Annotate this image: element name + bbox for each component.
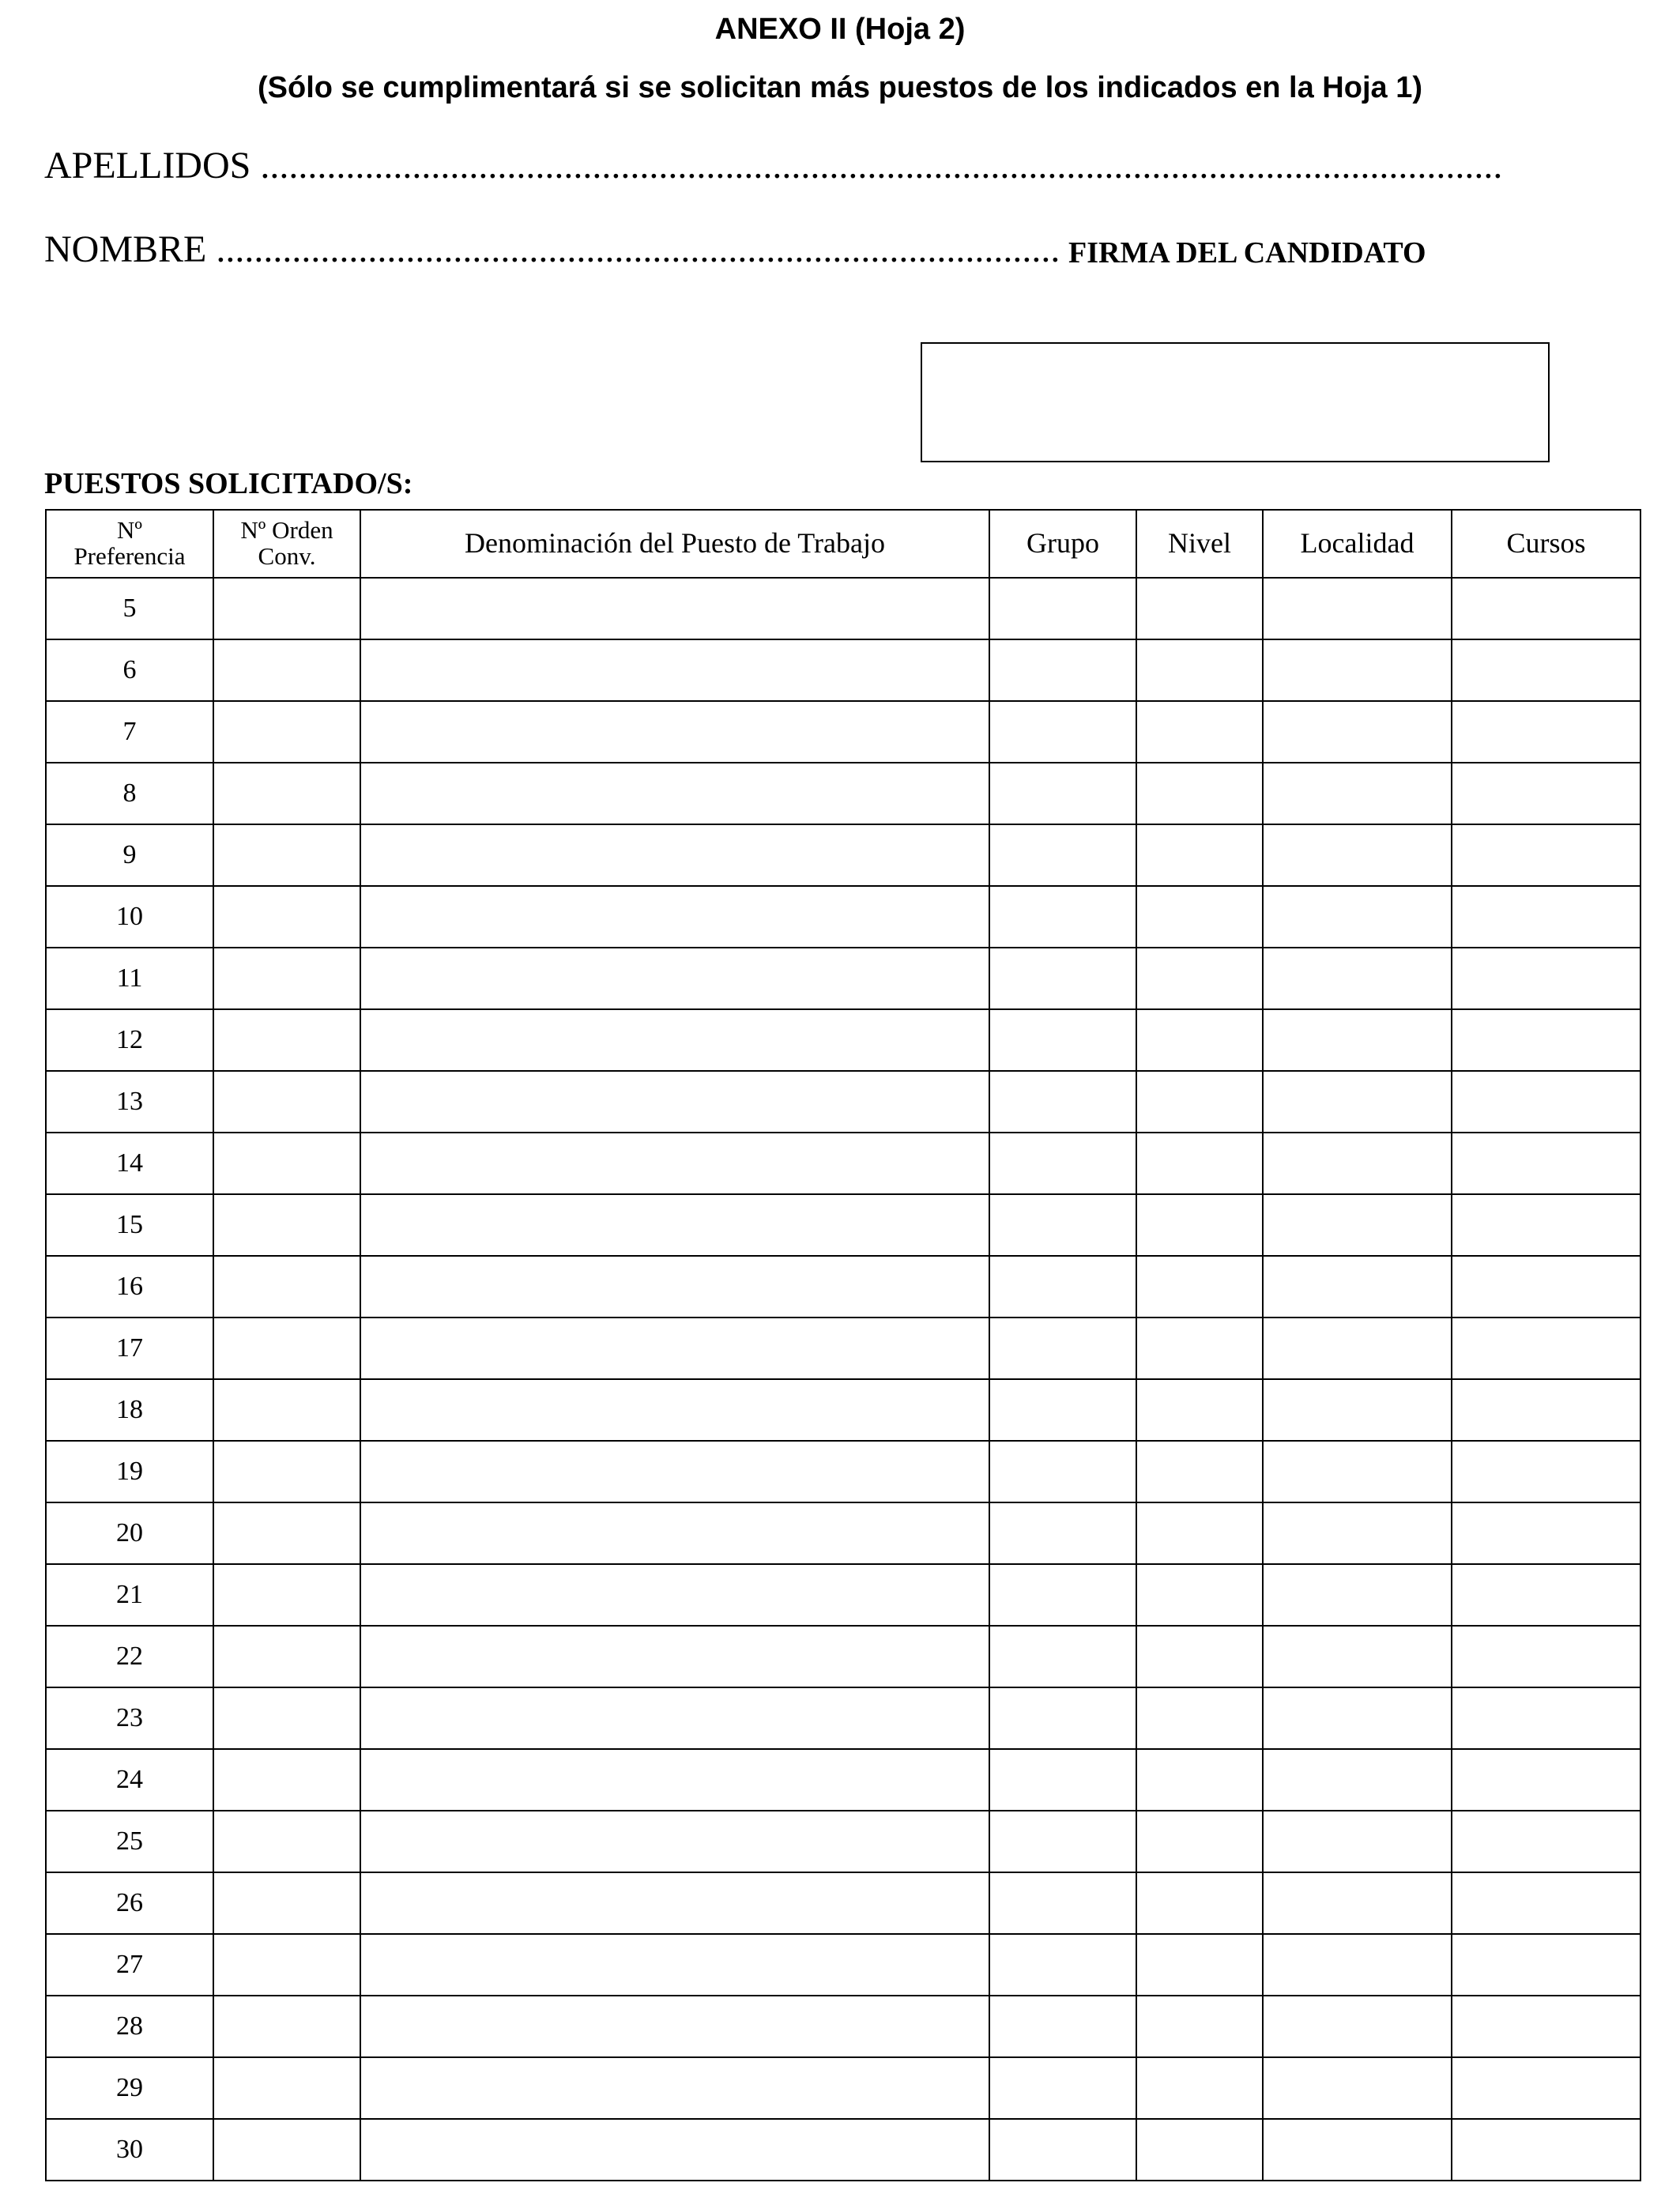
- table-row: [46, 701, 1640, 763]
- cell-localidad[interactable]: [1263, 1934, 1452, 1996]
- cell-denominacion[interactable]: [360, 639, 989, 701]
- cell-cursos[interactable]: [1452, 1934, 1640, 1996]
- cell-localidad[interactable]: [1263, 1564, 1452, 1626]
- cell-nivel[interactable]: [1136, 1996, 1263, 2057]
- cell-orden[interactable]: [213, 1872, 360, 1934]
- cell-grupo[interactable]: [989, 578, 1136, 639]
- table-row: [46, 1626, 1640, 1687]
- cell-nivel[interactable]: [1136, 1811, 1263, 1872]
- table-row: [46, 1133, 1640, 1194]
- cell-orden[interactable]: [213, 2057, 360, 2119]
- cell-grupo[interactable]: [989, 948, 1136, 1009]
- row-preferencia-number: 5: [46, 578, 213, 639]
- cell-denominacion[interactable]: [360, 1133, 989, 1194]
- cell-nivel[interactable]: [1136, 1441, 1263, 1502]
- cell-orden[interactable]: [213, 1564, 360, 1626]
- cell-denominacion[interactable]: [360, 1256, 989, 1318]
- cell-cursos[interactable]: [1452, 639, 1640, 701]
- cell-localidad[interactable]: [1263, 1379, 1452, 1441]
- cell-localidad[interactable]: [1263, 824, 1452, 886]
- cell-localidad[interactable]: [1263, 763, 1452, 824]
- cell-denominacion[interactable]: [360, 1318, 989, 1379]
- cell-cursos[interactable]: [1452, 2057, 1640, 2119]
- cell-denominacion[interactable]: [360, 1996, 989, 2057]
- cell-grupo[interactable]: [989, 1996, 1136, 2057]
- cell-nivel[interactable]: [1136, 1256, 1263, 1318]
- table-row: [46, 578, 1640, 639]
- cell-denominacion[interactable]: [360, 886, 989, 948]
- row-preferencia-number: 24: [46, 1749, 213, 1811]
- cell-grupo[interactable]: [989, 2057, 1136, 2119]
- cell-cursos[interactable]: [1452, 1318, 1640, 1379]
- cell-orden[interactable]: [213, 639, 360, 701]
- cell-orden[interactable]: [213, 1934, 360, 1996]
- cell-localidad[interactable]: [1263, 1009, 1452, 1071]
- row-preferencia-number: 16: [46, 1256, 213, 1318]
- cell-nivel[interactable]: [1136, 1687, 1263, 1749]
- cell-denominacion[interactable]: [360, 1687, 989, 1749]
- cell-localidad[interactable]: [1263, 1256, 1452, 1318]
- cell-localidad[interactable]: [1263, 1133, 1452, 1194]
- cell-cursos[interactable]: [1452, 1564, 1640, 1626]
- table-row: [46, 1318, 1640, 1379]
- document-title: ANEXO II (Hoja 2): [714, 13, 966, 46]
- cell-grupo[interactable]: [989, 1687, 1136, 1749]
- cell-nivel[interactable]: [1136, 1872, 1263, 1934]
- cell-orden[interactable]: [213, 948, 360, 1009]
- cell-cursos[interactable]: [1452, 763, 1640, 824]
- col-header-grupo: Grupo: [989, 510, 1136, 578]
- cell-grupo[interactable]: [989, 1441, 1136, 1502]
- cell-denominacion[interactable]: [360, 1441, 989, 1502]
- table-row: [46, 1379, 1640, 1441]
- cell-grupo[interactable]: [989, 1071, 1136, 1133]
- table-row: [46, 1194, 1640, 1256]
- cell-denominacion[interactable]: [360, 1811, 989, 1872]
- section-label: PUESTOS SOLICITADO/S:: [44, 467, 413, 500]
- cell-grupo[interactable]: [989, 886, 1136, 948]
- cell-orden[interactable]: [213, 1071, 360, 1133]
- cell-localidad[interactable]: [1263, 1441, 1452, 1502]
- cell-cursos[interactable]: [1452, 1441, 1640, 1502]
- row-preferencia-number: 14: [46, 1133, 213, 1194]
- cell-cursos[interactable]: [1452, 1872, 1640, 1934]
- cell-denominacion[interactable]: [360, 1749, 989, 1811]
- cell-cursos[interactable]: [1452, 1256, 1640, 1318]
- cell-nivel[interactable]: [1136, 1318, 1263, 1379]
- col-header-nivel: Nivel: [1136, 510, 1263, 578]
- puestos-table: [45, 509, 1641, 2181]
- table-header-row: [46, 510, 1640, 578]
- cell-localidad[interactable]: [1263, 1811, 1452, 1872]
- nombre-field: NOMBRE .........................................................................................: [44, 228, 1060, 270]
- cell-cursos[interactable]: [1452, 1071, 1640, 1133]
- row-preferencia-number: 19: [46, 1441, 213, 1502]
- cell-grupo[interactable]: [989, 1934, 1136, 1996]
- cell-orden[interactable]: [213, 1441, 360, 1502]
- table-row: [46, 1996, 1640, 2057]
- cell-localidad[interactable]: [1263, 1749, 1452, 1811]
- cell-denominacion[interactable]: [360, 1502, 989, 1564]
- col-header-localidad: Localidad: [1263, 510, 1452, 578]
- cell-denominacion[interactable]: [360, 2119, 989, 2181]
- cell-cursos[interactable]: [1452, 1194, 1640, 1256]
- cell-nivel[interactable]: [1136, 701, 1263, 763]
- cell-grupo[interactable]: [989, 1749, 1136, 1811]
- table-row: [46, 1009, 1640, 1071]
- cell-nivel[interactable]: [1136, 1194, 1263, 1256]
- cell-localidad[interactable]: [1263, 1687, 1452, 1749]
- row-preferencia-number: 21: [46, 1564, 213, 1626]
- col-header-cursos: Cursos: [1452, 510, 1640, 578]
- row-preferencia-number: 25: [46, 1811, 213, 1872]
- row-preferencia-number: 26: [46, 1872, 213, 1934]
- row-preferencia-number: 18: [46, 1379, 213, 1441]
- cell-cursos[interactable]: [1452, 1687, 1640, 1749]
- col-header-line: Conv.: [258, 542, 316, 570]
- cell-denominacion[interactable]: [360, 948, 989, 1009]
- cell-localidad[interactable]: [1263, 1194, 1452, 1256]
- row-preferencia-number: 28: [46, 1996, 213, 2057]
- table-row: [46, 1749, 1640, 1811]
- cell-localidad[interactable]: [1263, 578, 1452, 639]
- cell-nivel[interactable]: [1136, 1934, 1263, 1996]
- row-preferencia-number: 11: [46, 948, 213, 1009]
- table-row: [46, 1872, 1640, 1934]
- table-row: [46, 1441, 1640, 1502]
- row-preferencia-number: 15: [46, 1194, 213, 1256]
- cell-grupo[interactable]: [989, 1626, 1136, 1687]
- cell-cursos[interactable]: [1452, 886, 1640, 948]
- cell-localidad[interactable]: [1263, 1626, 1452, 1687]
- cell-localidad[interactable]: [1263, 2057, 1452, 2119]
- row-preferencia-number: 9: [46, 824, 213, 886]
- cell-cursos[interactable]: [1452, 1996, 1640, 2057]
- cell-grupo[interactable]: [989, 1133, 1136, 1194]
- cell-localidad[interactable]: [1263, 1502, 1452, 1564]
- cell-localidad[interactable]: [1263, 701, 1452, 763]
- row-preferencia-number: 27: [46, 1934, 213, 1996]
- cell-nivel[interactable]: [1136, 578, 1263, 639]
- row-preferencia-number: 12: [46, 1009, 213, 1071]
- row-preferencia-number: 22: [46, 1626, 213, 1687]
- cell-cursos[interactable]: [1452, 578, 1640, 639]
- cell-denominacion[interactable]: [360, 1872, 989, 1934]
- cell-orden[interactable]: [213, 1009, 360, 1071]
- table-row: [46, 1256, 1640, 1318]
- cell-grupo[interactable]: [989, 824, 1136, 886]
- cell-orden[interactable]: [213, 1256, 360, 1318]
- cell-denominacion[interactable]: [360, 1009, 989, 1071]
- cell-denominacion[interactable]: [360, 1626, 989, 1687]
- cell-cursos[interactable]: [1452, 948, 1640, 1009]
- cell-nivel[interactable]: [1136, 886, 1263, 948]
- cell-orden[interactable]: [213, 1749, 360, 1811]
- cell-nivel[interactable]: [1136, 639, 1263, 701]
- cell-cursos[interactable]: [1452, 2119, 1640, 2181]
- cell-cursos[interactable]: [1452, 824, 1640, 886]
- cell-grupo[interactable]: [989, 1379, 1136, 1441]
- cell-nivel[interactable]: [1136, 1071, 1263, 1133]
- row-preferencia-number: 6: [46, 639, 213, 701]
- cell-denominacion[interactable]: [360, 763, 989, 824]
- firma-label: FIRMA DEL CANDIDATO: [1068, 236, 1426, 270]
- row-preferencia-number: 23: [46, 1687, 213, 1749]
- cell-grupo[interactable]: [989, 2119, 1136, 2181]
- cell-nivel[interactable]: [1136, 1133, 1263, 1194]
- cell-denominacion[interactable]: [360, 824, 989, 886]
- cell-localidad[interactable]: [1263, 886, 1452, 948]
- cell-denominacion[interactable]: [360, 1194, 989, 1256]
- cell-orden[interactable]: [213, 1626, 360, 1687]
- apellidos-field: APELLIDOS ...................................................................................................................................: [44, 145, 1503, 187]
- cell-grupo[interactable]: [989, 1009, 1136, 1071]
- col-header-line: Nº Orden: [240, 516, 333, 545]
- cell-nivel[interactable]: [1136, 1564, 1263, 1626]
- row-preferencia-number: 7: [46, 701, 213, 763]
- cell-grupo[interactable]: [989, 1502, 1136, 1564]
- row-preferencia-number: 8: [46, 763, 213, 824]
- cell-orden[interactable]: [213, 2119, 360, 2181]
- table-row: [46, 886, 1640, 948]
- cell-cursos[interactable]: [1452, 1811, 1640, 1872]
- cell-orden[interactable]: [213, 824, 360, 886]
- cell-grupo[interactable]: [989, 639, 1136, 701]
- col-header-denominacion: Denominación del Puesto de Trabajo: [360, 510, 989, 578]
- table-row: [46, 1564, 1640, 1626]
- cell-orden[interactable]: [213, 1379, 360, 1441]
- row-preferencia-number: 17: [46, 1318, 213, 1379]
- row-preferencia-number: 13: [46, 1071, 213, 1133]
- col-header-line: Nº: [117, 516, 142, 545]
- cell-localidad[interactable]: [1263, 1872, 1452, 1934]
- cell-nivel[interactable]: [1136, 763, 1263, 824]
- row-preferencia-number: 20: [46, 1502, 213, 1564]
- cell-cursos[interactable]: [1452, 1133, 1640, 1194]
- cell-cursos[interactable]: [1452, 1626, 1640, 1687]
- cell-nivel[interactable]: [1136, 1749, 1263, 1811]
- cell-denominacion[interactable]: [360, 2057, 989, 2119]
- cell-localidad[interactable]: [1263, 2119, 1452, 2181]
- table-row: [46, 1071, 1640, 1133]
- cell-grupo[interactable]: [989, 701, 1136, 763]
- table-row: [46, 639, 1640, 701]
- table-row: [46, 2057, 1640, 2119]
- cell-grupo[interactable]: [989, 1256, 1136, 1318]
- cell-nivel[interactable]: [1136, 1379, 1263, 1441]
- cell-localidad[interactable]: [1263, 639, 1452, 701]
- cell-localidad[interactable]: [1263, 948, 1452, 1009]
- cell-localidad[interactable]: [1263, 1071, 1452, 1133]
- cell-grupo[interactable]: [989, 1811, 1136, 1872]
- cell-orden[interactable]: [213, 1502, 360, 1564]
- cell-cursos[interactable]: [1452, 1009, 1640, 1071]
- cell-cursos[interactable]: [1452, 1379, 1640, 1441]
- table-row: [46, 948, 1640, 1009]
- cell-cursos[interactable]: [1452, 1749, 1640, 1811]
- cell-grupo[interactable]: [989, 1318, 1136, 1379]
- cell-cursos[interactable]: [1452, 701, 1640, 763]
- cell-orden[interactable]: [213, 1811, 360, 1872]
- cell-nivel[interactable]: [1136, 2057, 1263, 2119]
- cell-nivel[interactable]: [1136, 1502, 1263, 1564]
- cell-orden[interactable]: [213, 578, 360, 639]
- cell-orden[interactable]: [213, 1996, 360, 2057]
- col-header-preferencia: [46, 510, 213, 578]
- table-row: [46, 2119, 1640, 2181]
- table-row: [46, 1934, 1640, 1996]
- cell-orden[interactable]: [213, 1318, 360, 1379]
- cell-nivel[interactable]: [1136, 1626, 1263, 1687]
- table-row: [46, 824, 1640, 886]
- col-header-line: Preferencia: [73, 542, 186, 570]
- cell-localidad[interactable]: [1263, 1318, 1452, 1379]
- row-preferencia-number: 10: [46, 886, 213, 948]
- cell-denominacion[interactable]: [360, 1934, 989, 1996]
- cell-orden[interactable]: [213, 763, 360, 824]
- row-preferencia-number: 30: [46, 2119, 213, 2181]
- table-row: [46, 1687, 1640, 1749]
- cell-nivel[interactable]: [1136, 824, 1263, 886]
- cell-orden[interactable]: [213, 1194, 360, 1256]
- cell-nivel[interactable]: [1136, 2119, 1263, 2181]
- table-row: [46, 1502, 1640, 1564]
- row-preferencia-number: 29: [46, 2057, 213, 2119]
- cell-orden[interactable]: [213, 886, 360, 948]
- table-row: [46, 763, 1640, 824]
- cell-grupo[interactable]: [989, 1194, 1136, 1256]
- cell-orden[interactable]: [213, 1687, 360, 1749]
- cell-nivel[interactable]: [1136, 1009, 1263, 1071]
- cell-grupo[interactable]: [989, 1564, 1136, 1626]
- signature-box: [921, 342, 1550, 462]
- cell-nivel[interactable]: [1136, 948, 1263, 1009]
- cell-denominacion[interactable]: [360, 578, 989, 639]
- cell-grupo[interactable]: [989, 1872, 1136, 1934]
- cell-denominacion[interactable]: [360, 1379, 989, 1441]
- cell-denominacion[interactable]: [360, 1071, 989, 1133]
- cell-denominacion[interactable]: [360, 1564, 989, 1626]
- document-subtitle: (Sólo se cumplimentará si se solicitan más puestos de los indicados en la Hoja 1): [257, 71, 1422, 104]
- cell-localidad[interactable]: [1263, 1996, 1452, 2057]
- col-header-orden: [213, 510, 360, 578]
- cell-denominacion[interactable]: [360, 701, 989, 763]
- cell-cursos[interactable]: [1452, 1502, 1640, 1564]
- cell-orden[interactable]: [213, 701, 360, 763]
- cell-grupo[interactable]: [989, 763, 1136, 824]
- table-row: [46, 1811, 1640, 1872]
- cell-orden[interactable]: [213, 1133, 360, 1194]
